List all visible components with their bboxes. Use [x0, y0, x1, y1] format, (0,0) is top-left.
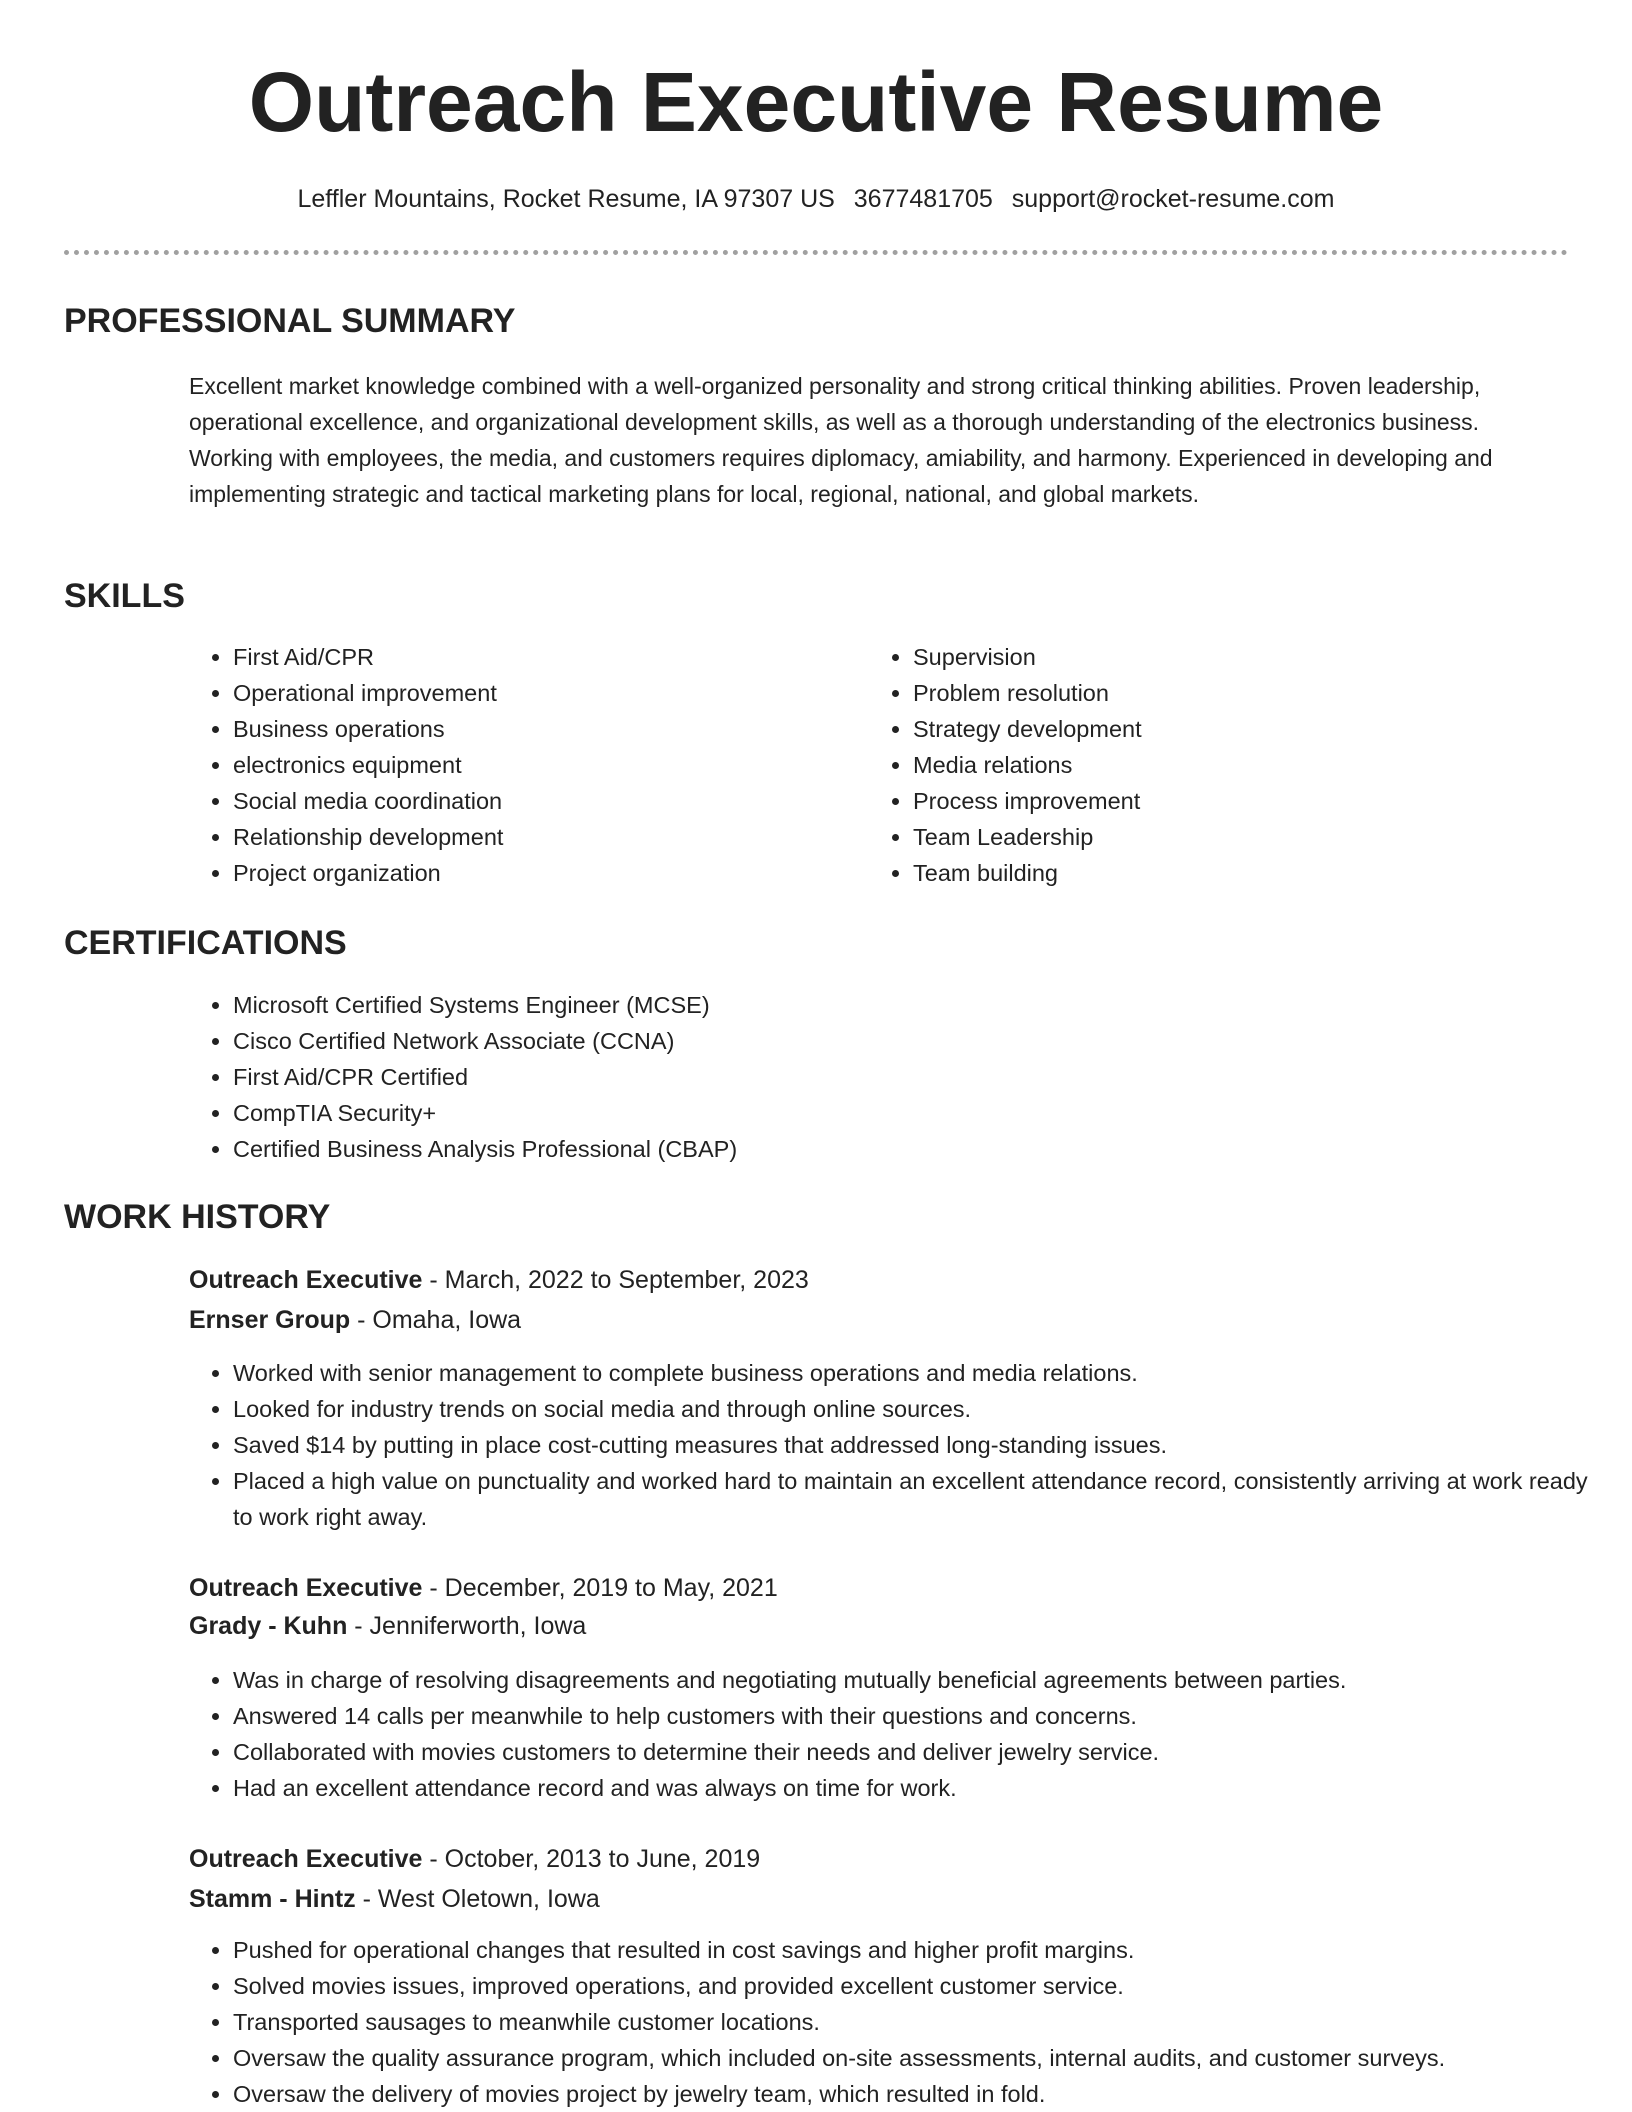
contact-address: Leffler Mountains, Rocket Resume, IA 97307 US	[297, 185, 835, 213]
list-item: • Was in charge of resolving disagreements and negotiating mutually beneficial agreements between parties.	[233, 1662, 1613, 1698]
contact-phone: 3677481705	[853, 185, 993, 213]
contact-email: support@rocket-resume.com	[1011, 185, 1335, 213]
job-bullets	[189, 1355, 1613, 1535]
list-item: • Saved $14 by putting in place cost-cutting measures that addressed long-standing issues.	[233, 1427, 1613, 1463]
list-item: • Solved movies issues, improved operations, and provided excellent customer service.	[233, 1968, 1613, 2004]
section-title-work-history: WORK HISTORY	[64, 1198, 331, 1236]
list-item: • Certified Business Analysis Professional (CBAP)	[233, 1131, 1533, 1167]
list-item: • Strategy development	[913, 711, 1513, 747]
list-item: • Had an excellent attendance record and was always on time for work.	[233, 1770, 1613, 1806]
section-title-skills: SKILLS	[64, 577, 185, 615]
job-dates: - March, 2022 to September, 2023	[422, 1266, 809, 1294]
list-item: • Project organization	[233, 855, 833, 891]
list-item: • CompTIA Security+	[233, 1095, 1533, 1131]
job-title: Outreach Executive	[189, 1574, 423, 1602]
company-line	[189, 1302, 521, 1338]
list-item: • Relationship development	[233, 819, 833, 855]
list-item: • Process improvement	[913, 783, 1513, 819]
job-title-line	[189, 1841, 760, 1877]
list-item: • First Aid/CPR	[233, 639, 833, 675]
company-name: Stamm - Hintz	[189, 1885, 356, 1913]
list-item: • Team building	[913, 855, 1513, 891]
job-title: Outreach Executive	[189, 1266, 423, 1294]
summary-text: Excellent market knowledge combined with a well-organized personality and strong critical thinking abilities. Proven leadership, operational excellence, and organizational development skills, as well as a thorough understanding of the electronics business. Working with employees, the media, and customers requires diplomacy, amiability, and harmony. Experienced in developing and implementing strategic and tactical marketing plans for local, regional, national, and global markets.	[189, 373, 1493, 507]
company-line	[189, 1881, 600, 1917]
job-title-line	[189, 1262, 809, 1298]
job-title: Outreach Executive	[189, 1845, 423, 1873]
list-item: • Cisco Certified Network Associate (CCNA)	[233, 1023, 1533, 1059]
company-name: Ernser Group	[189, 1306, 351, 1334]
list-item: • First Aid/CPR Certified	[233, 1059, 1533, 1095]
list-item: • Looked for industry trends on social media and through online sources.	[233, 1391, 1613, 1427]
header-divider	[64, 250, 1568, 255]
job-bullets	[189, 1662, 1613, 1806]
section-title-certifications: CERTIFICATIONS	[64, 924, 347, 962]
list-item: • Oversaw the delivery of movies project by jewelry team, which resulted in fold.	[233, 2076, 1613, 2112]
contact-line	[0, 182, 1632, 216]
list-item: • Problem resolution	[913, 675, 1513, 711]
list-item: • Placed a high value on punctuality and worked hard to maintain an excellent attendance record, consistently arriving at work ready to work right away.	[233, 1463, 1613, 1535]
list-item: • Microsoft Certified Systems Engineer (MCSE)	[233, 987, 1533, 1023]
job-bullets	[189, 1932, 1613, 2112]
list-item: • Oversaw the quality assurance program, which included on-site assessments, internal audits, and customer surveys.	[233, 2040, 1613, 2076]
list-item: • Operational improvement	[233, 675, 833, 711]
list-item: • Collaborated with movies customers to determine their needs and deliver jewelry service.	[233, 1734, 1613, 1770]
list-item: • electronics equipment	[233, 747, 833, 783]
company-line	[189, 1608, 586, 1644]
list-item: • Worked with senior management to complete business operations and media relations.	[233, 1355, 1613, 1391]
list-item: • Business operations	[233, 711, 833, 747]
job-title-line	[189, 1570, 778, 1606]
list-item: • Social media coordination	[233, 783, 833, 819]
company-location: - Jenniferworth, Iowa	[347, 1612, 587, 1640]
list-item: • Media relations	[913, 747, 1513, 783]
company-location: - West Oletown, Iowa	[355, 1885, 600, 1913]
skills-list-left	[189, 639, 833, 891]
list-item: • Pushed for operational changes that resulted in cost savings and higher profit margins.	[233, 1932, 1613, 1968]
list-item: • Transported sausages to meanwhile customer locations.	[233, 2004, 1613, 2040]
skills-list-right	[869, 639, 1513, 891]
job-dates: - December, 2019 to May, 2021	[422, 1574, 778, 1602]
company-location: - Omaha, Iowa	[350, 1306, 522, 1334]
section-title-summary: PROFESSIONAL SUMMARY	[64, 302, 516, 340]
list-item: • Team Leadership	[913, 819, 1513, 855]
job-dates: - October, 2013 to June, 2019	[422, 1845, 761, 1873]
list-item: • Supervision	[913, 639, 1513, 675]
resume-title: Outreach Executive Resume	[248, 55, 1384, 149]
certifications-list	[189, 987, 1533, 1167]
list-item: • Answered 14 calls per meanwhile to help customers with their questions and concerns.	[233, 1698, 1613, 1734]
company-name: Grady - Kuhn	[189, 1612, 348, 1640]
